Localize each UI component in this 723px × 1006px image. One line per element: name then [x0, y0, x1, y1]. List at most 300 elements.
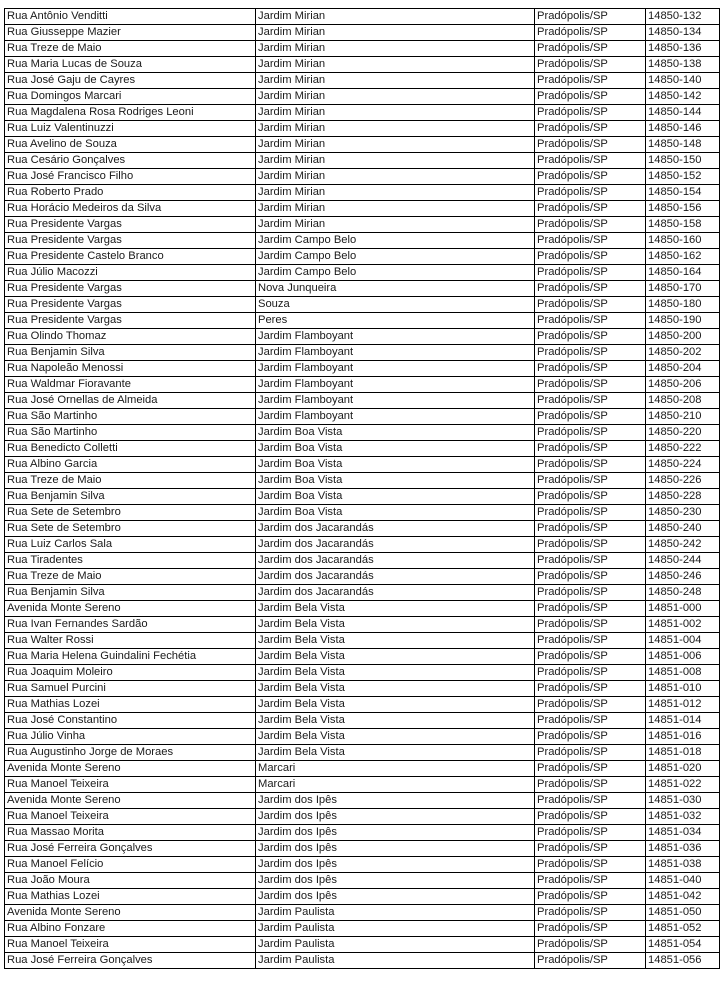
- street-cell: Rua Treze de Maio: [5, 569, 256, 585]
- neighborhood-cell: Jardim Mirian: [256, 137, 535, 153]
- city-cell: Pradópolis/SP: [535, 777, 646, 793]
- city-cell: Pradópolis/SP: [535, 57, 646, 73]
- cep-cell: 14851-032: [646, 809, 720, 825]
- city-cell: Pradópolis/SP: [535, 361, 646, 377]
- street-cell: Rua Napoleão Menossi: [5, 361, 256, 377]
- cep-cell: 14850-180: [646, 297, 720, 313]
- cep-cell: 14850-200: [646, 329, 720, 345]
- table-row: [5, 569, 720, 585]
- street-cell: Rua Benjamin Silva: [5, 345, 256, 361]
- cep-cell: 14851-038: [646, 857, 720, 873]
- cep-cell: 14850-220: [646, 425, 720, 441]
- city-cell: Pradópolis/SP: [535, 889, 646, 905]
- address-cep-table: [4, 8, 720, 969]
- table-row: [5, 953, 720, 969]
- city-cell: Pradópolis/SP: [535, 73, 646, 89]
- table-row: [5, 793, 720, 809]
- neighborhood-cell: Jardim Boa Vista: [256, 441, 535, 457]
- table-row: [5, 921, 720, 937]
- neighborhood-cell: Jardim Mirian: [256, 185, 535, 201]
- cep-cell: 14850-244: [646, 553, 720, 569]
- neighborhood-cell: Jardim Campo Belo: [256, 265, 535, 281]
- neighborhood-cell: Jardim Boa Vista: [256, 505, 535, 521]
- city-cell: Pradópolis/SP: [535, 649, 646, 665]
- street-cell: Rua Walter Rossi: [5, 633, 256, 649]
- city-cell: Pradópolis/SP: [535, 121, 646, 137]
- table-row: [5, 889, 720, 905]
- street-cell: Rua Avelino de Souza: [5, 137, 256, 153]
- street-cell: Rua São Martinho: [5, 409, 256, 425]
- city-cell: Pradópolis/SP: [535, 441, 646, 457]
- street-cell: Rua José Francisco Filho: [5, 169, 256, 185]
- neighborhood-cell: Jardim dos Jacarandás: [256, 553, 535, 569]
- cep-cell: 14850-204: [646, 361, 720, 377]
- neighborhood-cell: Jardim dos Ipês: [256, 889, 535, 905]
- neighborhood-cell: Jardim Flamboyant: [256, 361, 535, 377]
- cep-cell: 14850-132: [646, 9, 720, 25]
- cep-cell: 14851-052: [646, 921, 720, 937]
- neighborhood-cell: Jardim Bela Vista: [256, 713, 535, 729]
- neighborhood-cell: Marcari: [256, 761, 535, 777]
- city-cell: Pradópolis/SP: [535, 377, 646, 393]
- street-cell: Rua Luiz Carlos Sala: [5, 537, 256, 553]
- table-row: [5, 441, 720, 457]
- address-list-sheet: [4, 8, 719, 969]
- cep-cell: 14850-230: [646, 505, 720, 521]
- neighborhood-cell: Jardim Mirian: [256, 105, 535, 121]
- city-cell: Pradópolis/SP: [535, 825, 646, 841]
- neighborhood-cell: Jardim Mirian: [256, 217, 535, 233]
- table-row: [5, 89, 720, 105]
- street-cell: Rua Domingos Marcari: [5, 89, 256, 105]
- city-cell: Pradópolis/SP: [535, 745, 646, 761]
- table-row: [5, 489, 720, 505]
- city-cell: Pradópolis/SP: [535, 409, 646, 425]
- street-cell: Rua José Ferreira Gonçalves: [5, 953, 256, 969]
- street-cell: Rua Júlio Macozzi: [5, 265, 256, 281]
- cep-cell: 14851-056: [646, 953, 720, 969]
- city-cell: Pradópolis/SP: [535, 153, 646, 169]
- table-row: [5, 313, 720, 329]
- neighborhood-cell: Jardim dos Jacarandás: [256, 585, 535, 601]
- cep-cell: 14850-246: [646, 569, 720, 585]
- neighborhood-cell: Jardim dos Ipês: [256, 841, 535, 857]
- street-cell: Rua Waldmar Fioravante: [5, 377, 256, 393]
- cep-cell: 14850-150: [646, 153, 720, 169]
- table-row: [5, 9, 720, 25]
- cep-cell: 14851-054: [646, 937, 720, 953]
- cep-cell: 14850-190: [646, 313, 720, 329]
- street-cell: Rua Giusseppe Mazier: [5, 25, 256, 41]
- cep-cell: 14851-040: [646, 873, 720, 889]
- city-cell: Pradópolis/SP: [535, 953, 646, 969]
- table-row: [5, 841, 720, 857]
- neighborhood-cell: Jardim Flamboyant: [256, 329, 535, 345]
- cep-cell: 14850-228: [646, 489, 720, 505]
- city-cell: Pradópolis/SP: [535, 489, 646, 505]
- neighborhood-cell: Jardim Mirian: [256, 41, 535, 57]
- city-cell: Pradópolis/SP: [535, 633, 646, 649]
- neighborhood-cell: Jardim Boa Vista: [256, 473, 535, 489]
- neighborhood-cell: Jardim Flamboyant: [256, 345, 535, 361]
- city-cell: Pradópolis/SP: [535, 697, 646, 713]
- city-cell: Pradópolis/SP: [535, 713, 646, 729]
- neighborhood-cell: Jardim Campo Belo: [256, 233, 535, 249]
- table-body: [5, 9, 720, 969]
- cep-cell: 14851-018: [646, 745, 720, 761]
- street-cell: Rua Sete de Setembro: [5, 505, 256, 521]
- cep-cell: 14850-158: [646, 217, 720, 233]
- table-row: [5, 57, 720, 73]
- neighborhood-cell: Jardim Boa Vista: [256, 489, 535, 505]
- street-cell: Rua Mathias Lozei: [5, 697, 256, 713]
- city-cell: Pradópolis/SP: [535, 25, 646, 41]
- cep-cell: 14851-020: [646, 761, 720, 777]
- city-cell: Pradópolis/SP: [535, 345, 646, 361]
- neighborhood-cell: Marcari: [256, 777, 535, 793]
- neighborhood-cell: Jardim Flamboyant: [256, 409, 535, 425]
- city-cell: Pradópolis/SP: [535, 137, 646, 153]
- city-cell: Pradópolis/SP: [535, 665, 646, 681]
- cep-cell: 14850-240: [646, 521, 720, 537]
- neighborhood-cell: Nova Junqueira: [256, 281, 535, 297]
- neighborhood-cell: Jardim Bela Vista: [256, 729, 535, 745]
- table-row: [5, 505, 720, 521]
- city-cell: Pradópolis/SP: [535, 569, 646, 585]
- city-cell: Pradópolis/SP: [535, 297, 646, 313]
- cep-cell: 14850-248: [646, 585, 720, 601]
- city-cell: Pradópolis/SP: [535, 809, 646, 825]
- table-row: [5, 137, 720, 153]
- table-row: [5, 617, 720, 633]
- table-row: [5, 745, 720, 761]
- street-cell: Rua Manoel Teixeira: [5, 777, 256, 793]
- city-cell: Pradópolis/SP: [535, 329, 646, 345]
- neighborhood-cell: Jardim Mirian: [256, 169, 535, 185]
- table-row: [5, 697, 720, 713]
- street-cell: Rua Maria Lucas de Souza: [5, 57, 256, 73]
- table-row: [5, 473, 720, 489]
- table-row: [5, 345, 720, 361]
- table-row: [5, 329, 720, 345]
- cep-cell: 14851-036: [646, 841, 720, 857]
- cep-cell: 14850-164: [646, 265, 720, 281]
- city-cell: Pradópolis/SP: [535, 185, 646, 201]
- neighborhood-cell: Jardim Boa Vista: [256, 457, 535, 473]
- city-cell: Pradópolis/SP: [535, 473, 646, 489]
- street-cell: Rua Maria Helena Guindalini Fechétia: [5, 649, 256, 665]
- neighborhood-cell: Jardim Mirian: [256, 57, 535, 73]
- neighborhood-cell: Jardim Mirian: [256, 9, 535, 25]
- street-cell: Rua Antônio Venditti: [5, 9, 256, 25]
- neighborhood-cell: Jardim dos Jacarandás: [256, 537, 535, 553]
- cep-cell: 14850-222: [646, 441, 720, 457]
- neighborhood-cell: Jardim Bela Vista: [256, 697, 535, 713]
- city-cell: Pradópolis/SP: [535, 425, 646, 441]
- table-row: [5, 377, 720, 393]
- city-cell: Pradópolis/SP: [535, 233, 646, 249]
- city-cell: Pradópolis/SP: [535, 313, 646, 329]
- neighborhood-cell: Jardim Paulista: [256, 905, 535, 921]
- cep-cell: 14850-146: [646, 121, 720, 137]
- table-row: [5, 281, 720, 297]
- table-row: [5, 249, 720, 265]
- street-cell: Rua Presidente Vargas: [5, 281, 256, 297]
- city-cell: Pradópolis/SP: [535, 761, 646, 777]
- city-cell: Pradópolis/SP: [535, 505, 646, 521]
- table-row: [5, 185, 720, 201]
- neighborhood-cell: Jardim Flamboyant: [256, 377, 535, 393]
- city-cell: Pradópolis/SP: [535, 857, 646, 873]
- city-cell: Pradópolis/SP: [535, 729, 646, 745]
- table-row: [5, 73, 720, 89]
- street-cell: Rua Olindo Thomaz: [5, 329, 256, 345]
- city-cell: Pradópolis/SP: [535, 169, 646, 185]
- street-cell: Rua Presidente Vargas: [5, 233, 256, 249]
- table-row: [5, 521, 720, 537]
- table-row: [5, 361, 720, 377]
- street-cell: Avenida Monte Sereno: [5, 761, 256, 777]
- city-cell: Pradópolis/SP: [535, 873, 646, 889]
- cep-cell: 14850-208: [646, 393, 720, 409]
- cep-cell: 14850-138: [646, 57, 720, 73]
- cep-cell: 14851-014: [646, 713, 720, 729]
- cep-cell: 14850-210: [646, 409, 720, 425]
- street-cell: Rua São Martinho: [5, 425, 256, 441]
- street-cell: Rua Magdalena Rosa Rodriges Leoni: [5, 105, 256, 121]
- city-cell: Pradópolis/SP: [535, 457, 646, 473]
- cep-cell: 14850-148: [646, 137, 720, 153]
- table-row: [5, 121, 720, 137]
- cep-cell: 14851-006: [646, 649, 720, 665]
- street-cell: Rua Sete de Setembro: [5, 521, 256, 537]
- city-cell: Pradópolis/SP: [535, 217, 646, 233]
- street-cell: Rua Manoel Felício: [5, 857, 256, 873]
- street-cell: Rua Roberto Prado: [5, 185, 256, 201]
- neighborhood-cell: Jardim Flamboyant: [256, 393, 535, 409]
- street-cell: Rua José Gaju de Cayres: [5, 73, 256, 89]
- table-row: [5, 409, 720, 425]
- table-row: [5, 553, 720, 569]
- street-cell: Rua Albino Fonzare: [5, 921, 256, 937]
- cep-cell: 14850-142: [646, 89, 720, 105]
- cep-cell: 14851-002: [646, 617, 720, 633]
- table-row: [5, 809, 720, 825]
- street-cell: Rua Manoel Teixeira: [5, 809, 256, 825]
- cep-cell: 14850-206: [646, 377, 720, 393]
- table-row: [5, 169, 720, 185]
- city-cell: Pradópolis/SP: [535, 841, 646, 857]
- neighborhood-cell: Jardim Bela Vista: [256, 681, 535, 697]
- table-row: [5, 265, 720, 281]
- neighborhood-cell: Jardim Bela Vista: [256, 745, 535, 761]
- table-row: [5, 649, 720, 665]
- neighborhood-cell: Jardim Bela Vista: [256, 617, 535, 633]
- street-cell: Rua Albino Garcia: [5, 457, 256, 473]
- street-cell: Rua Augustinho Jorge de Moraes: [5, 745, 256, 761]
- street-cell: Rua Samuel Purcini: [5, 681, 256, 697]
- neighborhood-cell: Jardim Mirian: [256, 201, 535, 217]
- table-row: [5, 153, 720, 169]
- table-row: [5, 905, 720, 921]
- street-cell: Rua Mathias Lozei: [5, 889, 256, 905]
- city-cell: Pradópolis/SP: [535, 105, 646, 121]
- city-cell: Pradópolis/SP: [535, 921, 646, 937]
- neighborhood-cell: Jardim Mirian: [256, 121, 535, 137]
- city-cell: Pradópolis/SP: [535, 905, 646, 921]
- cep-cell: 14850-242: [646, 537, 720, 553]
- table-row: [5, 761, 720, 777]
- neighborhood-cell: Jardim dos Ipês: [256, 857, 535, 873]
- street-cell: Rua Presidente Vargas: [5, 217, 256, 233]
- table-row: [5, 537, 720, 553]
- cep-cell: 14850-162: [646, 249, 720, 265]
- street-cell: Rua Joaquim Moleiro: [5, 665, 256, 681]
- city-cell: Pradópolis/SP: [535, 601, 646, 617]
- city-cell: Pradópolis/SP: [535, 249, 646, 265]
- neighborhood-cell: Jardim Mirian: [256, 89, 535, 105]
- street-cell: Avenida Monte Sereno: [5, 793, 256, 809]
- cep-cell: 14851-042: [646, 889, 720, 905]
- city-cell: Pradópolis/SP: [535, 553, 646, 569]
- neighborhood-cell: Jardim Mirian: [256, 153, 535, 169]
- street-cell: Rua Benjamin Silva: [5, 585, 256, 601]
- neighborhood-cell: Jardim Mirian: [256, 73, 535, 89]
- neighborhood-cell: Jardim Boa Vista: [256, 425, 535, 441]
- neighborhood-cell: Jardim dos Ipês: [256, 793, 535, 809]
- city-cell: Pradópolis/SP: [535, 265, 646, 281]
- neighborhood-cell: Peres: [256, 313, 535, 329]
- table-row: [5, 825, 720, 841]
- street-cell: Rua Presidente Vargas: [5, 297, 256, 313]
- neighborhood-cell: Jardim dos Ipês: [256, 873, 535, 889]
- neighborhood-cell: Jardim Bela Vista: [256, 601, 535, 617]
- table-row: [5, 937, 720, 953]
- table-row: [5, 665, 720, 681]
- street-cell: Rua Treze de Maio: [5, 473, 256, 489]
- cep-cell: 14850-202: [646, 345, 720, 361]
- street-cell: Rua Manoel Teixeira: [5, 937, 256, 953]
- cep-cell: 14850-140: [646, 73, 720, 89]
- cep-cell: 14850-156: [646, 201, 720, 217]
- street-cell: Rua Benedicto Colletti: [5, 441, 256, 457]
- cep-cell: 14851-010: [646, 681, 720, 697]
- city-cell: Pradópolis/SP: [535, 89, 646, 105]
- cep-cell: 14850-136: [646, 41, 720, 57]
- street-cell: Rua Massao Morita: [5, 825, 256, 841]
- neighborhood-cell: Jardim dos Jacarandás: [256, 569, 535, 585]
- table-row: [5, 729, 720, 745]
- city-cell: Pradópolis/SP: [535, 617, 646, 633]
- table-row: [5, 777, 720, 793]
- table-row: [5, 105, 720, 121]
- city-cell: Pradópolis/SP: [535, 585, 646, 601]
- street-cell: Rua Presidente Vargas: [5, 313, 256, 329]
- cep-cell: 14851-012: [646, 697, 720, 713]
- cep-cell: 14851-030: [646, 793, 720, 809]
- cep-cell: 14851-008: [646, 665, 720, 681]
- table-row: [5, 601, 720, 617]
- table-row: [5, 217, 720, 233]
- city-cell: Pradópolis/SP: [535, 201, 646, 217]
- cep-cell: 14850-160: [646, 233, 720, 249]
- neighborhood-cell: Jardim Bela Vista: [256, 665, 535, 681]
- street-cell: Rua Presidente Castelo Branco: [5, 249, 256, 265]
- table-row: [5, 873, 720, 889]
- cep-cell: 14850-144: [646, 105, 720, 121]
- city-cell: Pradópolis/SP: [535, 393, 646, 409]
- table-row: [5, 425, 720, 441]
- cep-cell: 14851-016: [646, 729, 720, 745]
- table-row: [5, 393, 720, 409]
- street-cell: Rua João Moura: [5, 873, 256, 889]
- neighborhood-cell: Jardim dos Jacarandás: [256, 521, 535, 537]
- street-cell: Rua José Ferreira Gonçalves: [5, 841, 256, 857]
- neighborhood-cell: Jardim dos Ipês: [256, 825, 535, 841]
- table-row: [5, 41, 720, 57]
- table-row: [5, 201, 720, 217]
- street-cell: Avenida Monte Sereno: [5, 601, 256, 617]
- cep-cell: 14851-034: [646, 825, 720, 841]
- cep-cell: 14850-152: [646, 169, 720, 185]
- street-cell: Avenida Monte Sereno: [5, 905, 256, 921]
- city-cell: Pradópolis/SP: [535, 9, 646, 25]
- cep-cell: 14851-000: [646, 601, 720, 617]
- table-row: [5, 457, 720, 473]
- city-cell: Pradópolis/SP: [535, 937, 646, 953]
- neighborhood-cell: Jardim Paulista: [256, 921, 535, 937]
- cep-cell: 14851-050: [646, 905, 720, 921]
- cep-cell: 14850-224: [646, 457, 720, 473]
- city-cell: Pradópolis/SP: [535, 281, 646, 297]
- street-cell: Rua Treze de Maio: [5, 41, 256, 57]
- city-cell: Pradópolis/SP: [535, 681, 646, 697]
- table-row: [5, 585, 720, 601]
- cep-cell: 14850-170: [646, 281, 720, 297]
- neighborhood-cell: Jardim Paulista: [256, 953, 535, 969]
- neighborhood-cell: Jardim dos Ipês: [256, 809, 535, 825]
- table-row: [5, 681, 720, 697]
- street-cell: Rua Ivan Fernandes Sardão: [5, 617, 256, 633]
- city-cell: Pradópolis/SP: [535, 793, 646, 809]
- table-row: [5, 633, 720, 649]
- cep-cell: 14850-134: [646, 25, 720, 41]
- city-cell: Pradópolis/SP: [535, 521, 646, 537]
- street-cell: Rua Júlio Vinha: [5, 729, 256, 745]
- table-row: [5, 233, 720, 249]
- neighborhood-cell: Jardim Campo Belo: [256, 249, 535, 265]
- street-cell: Rua Benjamin Silva: [5, 489, 256, 505]
- street-cell: Rua Cesário Gonçalves: [5, 153, 256, 169]
- table-row: [5, 25, 720, 41]
- neighborhood-cell: Souza: [256, 297, 535, 313]
- cep-cell: 14850-154: [646, 185, 720, 201]
- street-cell: Rua Tiradentes: [5, 553, 256, 569]
- street-cell: Rua José Constantino: [5, 713, 256, 729]
- table-row: [5, 857, 720, 873]
- neighborhood-cell: Jardim Bela Vista: [256, 633, 535, 649]
- street-cell: Rua Horácio Medeiros da Silva: [5, 201, 256, 217]
- table-row: [5, 713, 720, 729]
- cep-cell: 14851-004: [646, 633, 720, 649]
- neighborhood-cell: Jardim Paulista: [256, 937, 535, 953]
- street-cell: Rua José Ornellas de Almeida: [5, 393, 256, 409]
- city-cell: Pradópolis/SP: [535, 41, 646, 57]
- city-cell: Pradópolis/SP: [535, 537, 646, 553]
- neighborhood-cell: Jardim Mirian: [256, 25, 535, 41]
- cep-cell: 14851-022: [646, 777, 720, 793]
- street-cell: Rua Luiz Valentinuzzi: [5, 121, 256, 137]
